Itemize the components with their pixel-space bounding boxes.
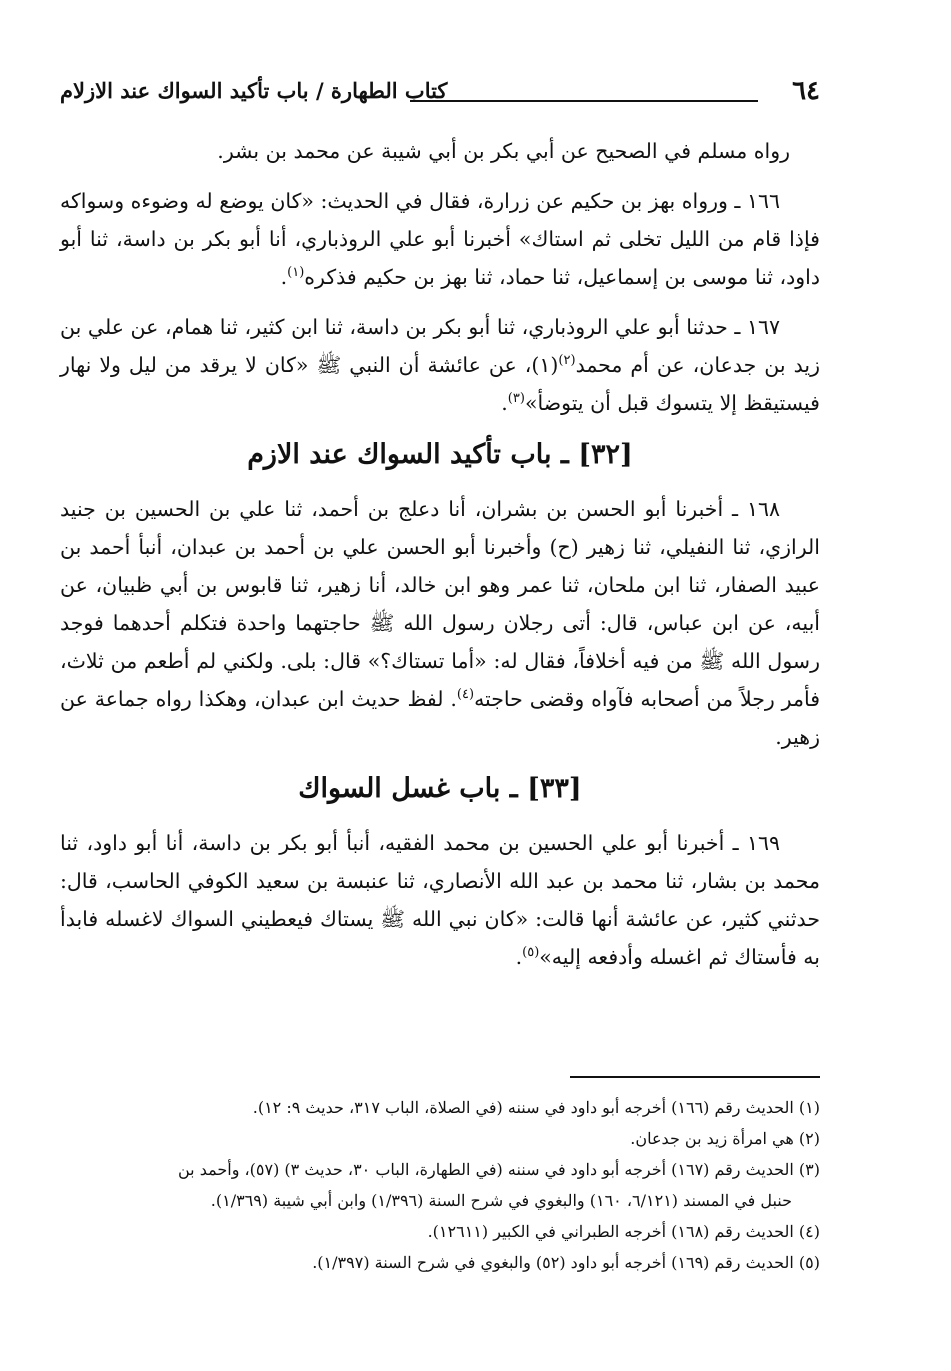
footnote-4: (٤) الحديث رقم (١٦٨) أخرجه الطبراني في الكبير (١٢٦١١). bbox=[427, 1222, 820, 1241]
hadith-168-end: . لفظ حديث ابن عبدان، وهكذا رواه جماعة عن زهير. bbox=[60, 687, 820, 749]
footnote-3: (٣) الحديث رقم (١٦٧) أخرجه أبو داود في سننه (في الطهارة، الباب ٣٠، حديث ٣) (٥٧)، وأحمد بن bbox=[177, 1160, 820, 1179]
footnote-2: (٢) هي امرأة زيد بن جدعان. bbox=[630, 1129, 820, 1148]
hadith-167-text-a: ١٦٧ ـ حدثنا أبو علي الروذباري، ثنا أبو بكر بن داسة، ثنا ابن كثير، ثنا همام، عن علي بن زيد بن جدعان، عن أم محمد bbox=[60, 315, 820, 377]
hadith-169-text: ١٦٩ ـ أخبرنا أبو علي الحسين بن محمد الفقيه، أنبأ أبو بكر بن داسة، أنا أبو داود، ثنا محمد بن بشار، ثنا محمد بن عبد الله الأنصاري، ثنا عنبسة بن سعيد الكوفي الحاسب، قال: حدثني كثير، عن عائشة أنها قالت: «كان نبي الله ﷺ يستاك فيعطيني السواك لاغسله فابدأ به فأستاك ثم اغسله وأدفعه إليه» bbox=[60, 831, 820, 969]
footnote-ref-4: (٤) bbox=[456, 687, 475, 703]
footnote-ref-1: (١) bbox=[287, 265, 305, 281]
running-header bbox=[60, 70, 820, 110]
footnotes bbox=[60, 1092, 820, 1278]
hadith-166 bbox=[60, 182, 820, 296]
footnote-ref-5: (٥) bbox=[522, 945, 540, 961]
hadith-166-end: . bbox=[280, 265, 288, 289]
hadith-167-end: . bbox=[501, 391, 508, 415]
section-heading-32: [٣٢] ـ باب تأكيد السواك عند الازم bbox=[247, 439, 633, 470]
hadith-169 bbox=[60, 824, 820, 976]
footnote-5: (٥) الحديث رقم (١٦٩) أخرجه أبو داود (٥٢) والبغوي في شرح السنة (١/٣٩٧). bbox=[312, 1253, 820, 1272]
hadith-167-text-b: (١)، عن عائشة أن النبي ﷺ «كان لا يرقد من ليل ولا نهار فيستيقظ إلا يتسوك قبل أن يتوضأ» bbox=[60, 353, 820, 415]
section-heading-33: [٣٣] ـ باب غسل السواك bbox=[298, 773, 582, 804]
running-title: كتاب الطهارة / باب تأكيد السواك عند الازلام bbox=[60, 78, 448, 103]
footnotes-separator bbox=[570, 1076, 820, 1078]
hadith-167 bbox=[60, 308, 820, 422]
header-rule bbox=[410, 100, 758, 102]
intro-paragraph: رواه مسلم في الصحيح عن أبي بكر بن أبي شيبة عن محمد بن بشر. bbox=[217, 139, 790, 163]
footnote-3-continued: حنبل في المسند (٦/١٢١، ١٦٠) والبغوي في شرح السنة (١/٣٩٦) وابن أبي شيبة (١/٣٦٩). bbox=[210, 1191, 792, 1210]
hadith-166-text: ١٦٦ ـ ورواه بهز بن حكيم عن زرارة، فقال في الحديث: «كان يوضع له وضوءه وسواكه فإذا قام من الليل تخلى ثم استاك» أخبرنا أبو علي الروذباري، أنا أبو بكر بن داسة، ثنا أبو داود، ثنا موسى بن إسماعيل، ثنا حماد، ثنا بهز بن حكيم فذكره bbox=[60, 189, 820, 289]
page-number: ٦٤ bbox=[792, 76, 820, 106]
hadith-169-end: . bbox=[515, 945, 523, 969]
footnote-ref-2: (٢) bbox=[558, 353, 576, 369]
book-page bbox=[60, 70, 820, 1272]
hadith-168-text: ١٦٨ ـ أخبرنا أبو الحسن بن بشران، أنا دعلج بن أحمد، ثنا علي بن الحسين بن جنيد الرازي، ثنا النفيلي، ثنا زهير (ح) وأخبرنا أبو الحسن علي بن أحمد بن عبدان، أنبأ أحمد بن عبيد الصفار، ثنا ابن ملحان، ثنا عمر وهو ابن خالد، أنا زهير، ثنا قابوس بن أبي ظبيان، عن أبيه، عن ابن عباس، قال: أتى رجلان رسول الله ﷺ حاجتهما واحدة فتكلم أحدهما فوجد رسول الله ﷺ من فيه أخلافاً، فقال له: «أما تستاك؟» قال: بلى. ولكني لم أطعم من ثلاث، فأمر رجلاً من أصحابه فآواه وقضى حاجته bbox=[60, 497, 820, 711]
footnote-1: (١) الحديث رقم (١٦٦) أخرجه أبو داود في سننه (في الصلاة، الباب ٣١٧، حديث ٩: ١٢). bbox=[252, 1098, 820, 1117]
hadith-168 bbox=[60, 490, 820, 756]
footnote-ref-3: (٣) bbox=[507, 391, 525, 407]
